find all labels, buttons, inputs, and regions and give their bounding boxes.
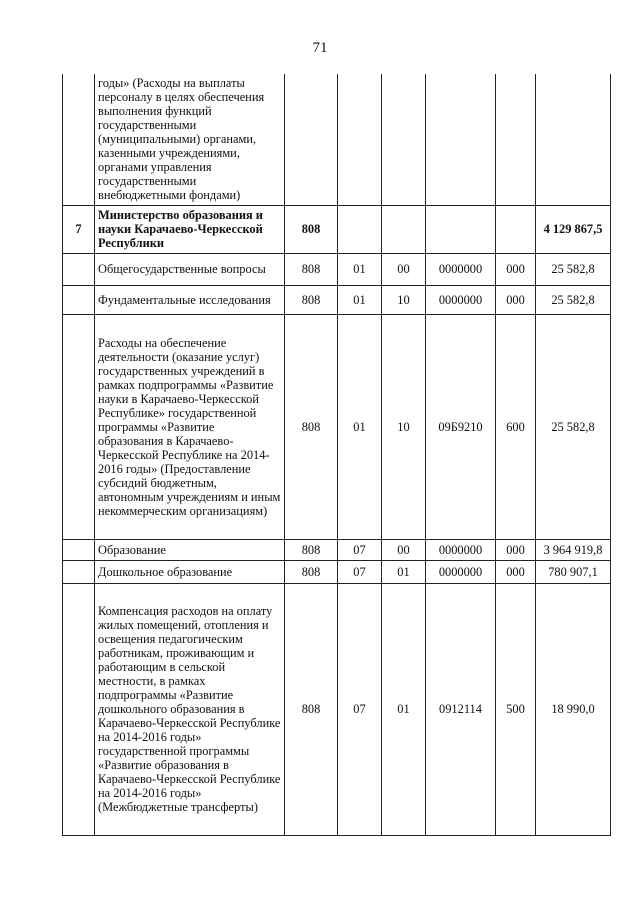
table-row (63, 253, 611, 285)
row-index (63, 314, 95, 539)
row-name: Министерство образования и науки Карачаево-Черкесской Республики (95, 205, 285, 253)
row-csr (426, 205, 496, 253)
row-csr: 0000000 (426, 253, 496, 285)
row-pr: 01 (382, 583, 426, 835)
row-vr: 000 (496, 539, 536, 560)
row-vr: 000 (496, 253, 536, 285)
row-index (63, 74, 95, 205)
row-index (63, 253, 95, 285)
row-ved: 808 (285, 205, 338, 253)
row-sum: 18 990,0 (536, 583, 611, 835)
row-vr (496, 74, 536, 205)
row-rz: 07 (338, 560, 382, 583)
row-ved: 808 (285, 539, 338, 560)
row-rz: 01 (338, 285, 382, 314)
row-pr: 10 (382, 285, 426, 314)
row-pr (382, 74, 426, 205)
row-ved: 808 (285, 285, 338, 314)
row-csr: 0000000 (426, 285, 496, 314)
table-row (63, 205, 611, 253)
table-row (63, 560, 611, 583)
row-name: Дошкольное образование (95, 560, 285, 583)
row-sum: 780 907,1 (536, 560, 611, 583)
row-pr: 00 (382, 253, 426, 285)
row-sum: 25 582,8 (536, 253, 611, 285)
table-row (63, 285, 611, 314)
row-vr: 000 (496, 285, 536, 314)
row-name: Образование (95, 539, 285, 560)
page-number: 71 (312, 40, 328, 56)
row-index (63, 583, 95, 835)
row-csr: 0000000 (426, 560, 496, 583)
row-vr (496, 205, 536, 253)
row-rz (338, 205, 382, 253)
row-ved: 808 (285, 583, 338, 835)
row-name: годы» (Расходы на выплаты персоналу в целях обеспечения выполнения функций государственными (муниципальными) органами, казенными учреждениями, органами управления государственными внебюджетными фондами) (95, 74, 285, 205)
row-rz: 07 (338, 539, 382, 560)
row-pr: 00 (382, 539, 426, 560)
row-pr (382, 205, 426, 253)
row-pr: 01 (382, 560, 426, 583)
row-sum: 4 129 867,5 (536, 205, 611, 253)
row-index (63, 560, 95, 583)
row-sum: 25 582,8 (536, 314, 611, 539)
table-row (63, 539, 611, 560)
row-name: Общегосударственные вопросы (95, 253, 285, 285)
row-sum (536, 74, 611, 205)
row-ved: 808 (285, 253, 338, 285)
row-name: Компенсация расходов на оплату жилых помещений, отопления и освещения педагогическим работникам, проживающим и работающим в сельской местности, в рамках подпрограммы «Развитие дошкольного образования в Карачаево-Черкесской Республике на 2014-2016 годы» государственной программы «Развитие образования в Карачаево-Черкесской Республике на 2014-2016 годы» (Межбюджетные трансферты) (95, 583, 285, 835)
row-csr: 0000000 (426, 539, 496, 560)
row-index (63, 285, 95, 314)
row-vr: 600 (496, 314, 536, 539)
row-csr (426, 74, 496, 205)
row-ved: 808 (285, 314, 338, 539)
row-ved (285, 74, 338, 205)
row-name: Фундаментальные исследования (95, 285, 285, 314)
row-name: Расходы на обеспечение деятельности (оказание услуг) государственных учреждений в рамках подпрограммы «Развитие науки в Карачаево-Черкесской Республике» государственной программы «Развитие образования в Карачаево-Черкесской Республике на 2014-2016 годы» (Предоставление субсидий бюджетным, автономным учреждениям и иным некоммерческим организациям) (95, 314, 285, 539)
row-vr: 000 (496, 560, 536, 583)
row-sum: 25 582,8 (536, 285, 611, 314)
row-csr: 0912114 (426, 583, 496, 835)
row-index (63, 539, 95, 560)
row-index: 7 (63, 205, 95, 253)
table-row (63, 583, 611, 835)
budget-table (62, 74, 611, 836)
row-rz: 01 (338, 253, 382, 285)
row-sum: 3 964 919,8 (536, 539, 611, 560)
row-rz (338, 74, 382, 205)
table-row (63, 314, 611, 539)
row-ved: 808 (285, 560, 338, 583)
row-rz: 07 (338, 583, 382, 835)
row-rz: 01 (338, 314, 382, 539)
row-vr: 500 (496, 583, 536, 835)
row-pr: 10 (382, 314, 426, 539)
table-row (63, 74, 611, 205)
row-csr: 09Б9210 (426, 314, 496, 539)
